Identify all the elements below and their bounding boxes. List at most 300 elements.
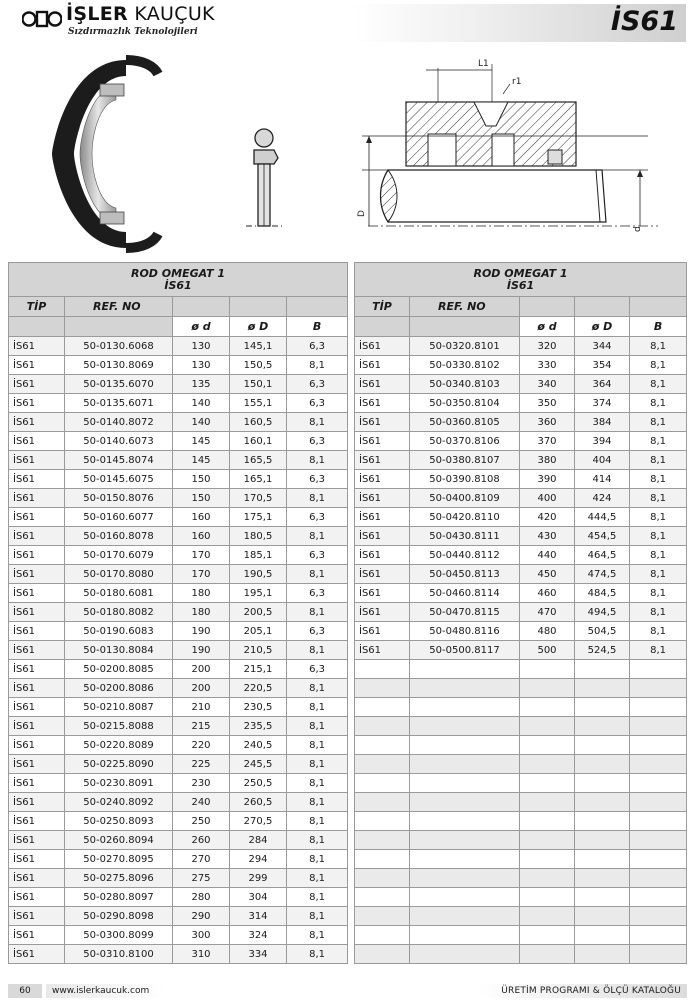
cell-outer-diameter: 404 (575, 451, 630, 470)
cell-tip: İS61 (9, 679, 65, 698)
cell-width: 6,3 (287, 584, 348, 603)
empty-table-row (355, 736, 687, 755)
empty-cell (355, 945, 410, 964)
empty-table-row (355, 888, 687, 907)
empty-cell (410, 793, 520, 812)
page-header (0, 0, 695, 50)
empty-cell (410, 831, 520, 850)
cell-tip: İS61 (9, 565, 65, 584)
cell-outer-diameter: 424 (575, 489, 630, 508)
table-row (9, 337, 348, 356)
cell-tip: İS61 (9, 546, 65, 565)
column-header-inner-diameter: ø d (520, 317, 575, 337)
cell-tip: İS61 (355, 489, 410, 508)
table-row (9, 470, 348, 489)
cell-outer-diameter: 175,1 (230, 508, 287, 527)
table-row (355, 641, 687, 660)
cell-inner-diameter: 240 (173, 793, 230, 812)
empty-cell (355, 812, 410, 831)
empty-cell (575, 850, 630, 869)
empty-table-row (355, 907, 687, 926)
column-header-outer-diameter: ø D (575, 317, 630, 337)
table-row (9, 774, 348, 793)
empty-table-row (355, 850, 687, 869)
cell-outer-diameter: 344 (575, 337, 630, 356)
cell-width: 8,1 (630, 508, 687, 527)
empty-cell (410, 888, 520, 907)
cell-tip: İS61 (9, 774, 65, 793)
empty-cell (575, 774, 630, 793)
table-row (9, 698, 348, 717)
cell-inner-diameter: 480 (520, 622, 575, 641)
cell-ref-no: 50-0350.8104 (410, 394, 520, 413)
cell-outer-diameter: 384 (575, 413, 630, 432)
column-header-spacer (575, 297, 630, 317)
table-row (9, 622, 348, 641)
cell-tip: İS61 (9, 869, 65, 888)
cell-tip: İS61 (9, 736, 65, 755)
cell-inner-diameter: 440 (520, 546, 575, 565)
cell-inner-diameter: 330 (520, 356, 575, 375)
page-number: 60 (8, 984, 42, 998)
cell-ref-no: 50-0130.6068 (65, 337, 173, 356)
cell-outer-diameter: 200,5 (230, 603, 287, 622)
cell-tip: İS61 (9, 755, 65, 774)
cell-width: 8,1 (630, 432, 687, 451)
column-header-tip: TİP (355, 297, 410, 317)
product-code-title: İS61 (610, 6, 678, 37)
cell-width: 8,1 (630, 394, 687, 413)
empty-cell (575, 717, 630, 736)
cell-width: 8,1 (287, 451, 348, 470)
cell-width: 6,3 (287, 337, 348, 356)
cell-tip: İS61 (9, 622, 65, 641)
cell-inner-diameter: 370 (520, 432, 575, 451)
cell-inner-diameter: 470 (520, 603, 575, 622)
page-footer (0, 984, 695, 1000)
empty-cell (520, 755, 575, 774)
empty-cell (520, 660, 575, 679)
table-row (9, 451, 348, 470)
table-row (9, 527, 348, 546)
cell-tip: İS61 (9, 584, 65, 603)
table-row (9, 926, 348, 945)
empty-cell (520, 926, 575, 945)
cell-inner-diameter: 190 (173, 622, 230, 641)
cell-outer-diameter: 165,1 (230, 470, 287, 489)
cell-tip: İS61 (355, 527, 410, 546)
empty-cell (355, 831, 410, 850)
cell-inner-diameter: 350 (520, 394, 575, 413)
cell-ref-no: 50-0145.8074 (65, 451, 173, 470)
empty-cell (355, 907, 410, 926)
cell-outer-diameter: 215,1 (230, 660, 287, 679)
empty-cell (630, 736, 687, 755)
cell-ref-no: 50-0130.8069 (65, 356, 173, 375)
cell-inner-diameter: 200 (173, 660, 230, 679)
table-row (9, 907, 348, 926)
empty-cell (410, 774, 520, 793)
empty-cell (575, 812, 630, 831)
cell-tip: İS61 (355, 432, 410, 451)
cell-width: 8,1 (287, 812, 348, 831)
seal-cross-section (246, 129, 284, 226)
cell-outer-diameter: 284 (230, 831, 287, 850)
cell-outer-diameter: 220,5 (230, 679, 287, 698)
empty-cell (575, 698, 630, 717)
cell-width: 8,1 (287, 774, 348, 793)
empty-cell (520, 850, 575, 869)
empty-cell (520, 793, 575, 812)
cell-inner-diameter: 400 (520, 489, 575, 508)
cell-width: 6,3 (287, 470, 348, 489)
table-row (9, 850, 348, 869)
empty-cell (575, 679, 630, 698)
empty-cell (355, 869, 410, 888)
empty-cell (520, 831, 575, 850)
table-row (9, 793, 348, 812)
size-table-right (354, 262, 687, 964)
empty-table-row (355, 717, 687, 736)
cell-ref-no: 50-0225.8090 (65, 755, 173, 774)
cell-width: 6,3 (287, 660, 348, 679)
cell-ref-no: 50-0450.8113 (410, 565, 520, 584)
empty-cell (630, 660, 687, 679)
cell-ref-no: 50-0240.8092 (65, 793, 173, 812)
cell-width: 8,1 (287, 945, 348, 964)
cell-width: 6,3 (287, 394, 348, 413)
empty-table-row (355, 869, 687, 888)
cell-ref-no: 50-0420.8110 (410, 508, 520, 527)
empty-table-row (355, 660, 687, 679)
empty-cell (520, 812, 575, 831)
cell-inner-diameter: 160 (173, 508, 230, 527)
cell-inner-diameter: 140 (173, 394, 230, 413)
table-row (9, 489, 348, 508)
column-header-tip: TİP (9, 297, 65, 317)
table-title: ROD OMEGAT 1 İS61 (355, 263, 687, 297)
cell-width: 8,1 (287, 489, 348, 508)
empty-cell (410, 755, 520, 774)
empty-table-row (355, 774, 687, 793)
cell-inner-diameter: 500 (520, 641, 575, 660)
table-row (9, 508, 348, 527)
cell-inner-diameter: 280 (173, 888, 230, 907)
empty-cell (520, 679, 575, 698)
table-row (9, 812, 348, 831)
empty-cell (520, 907, 575, 926)
cell-ref-no: 50-0310.8100 (65, 945, 173, 964)
empty-cell (520, 774, 575, 793)
cell-width: 8,1 (287, 413, 348, 432)
empty-cell (630, 679, 687, 698)
column-header-blank (65, 317, 173, 337)
cell-width: 8,1 (630, 413, 687, 432)
cell-tip: İS61 (9, 337, 65, 356)
cell-tip: İS61 (355, 394, 410, 413)
technical-drawing (8, 46, 686, 258)
cell-inner-diameter: 150 (173, 470, 230, 489)
cell-outer-diameter: 474,5 (575, 565, 630, 584)
cell-inner-diameter: 145 (173, 432, 230, 451)
cell-outer-diameter: 160,1 (230, 432, 287, 451)
table-row (355, 584, 687, 603)
empty-table-row (355, 831, 687, 850)
cell-outer-diameter: 314 (230, 907, 287, 926)
cell-width: 8,1 (630, 451, 687, 470)
column-header-width: B (630, 317, 687, 337)
cell-width: 8,1 (630, 641, 687, 660)
column-header-spacer (287, 297, 348, 317)
cell-ref-no: 50-0200.8086 (65, 679, 173, 698)
cell-width: 8,1 (287, 831, 348, 850)
empty-cell (630, 755, 687, 774)
cell-width: 8,1 (287, 698, 348, 717)
cell-ref-no: 50-0170.6079 (65, 546, 173, 565)
cell-width: 8,1 (287, 679, 348, 698)
empty-cell (410, 660, 520, 679)
cell-ref-no: 50-0300.8099 (65, 926, 173, 945)
cell-inner-diameter: 250 (173, 812, 230, 831)
cell-outer-diameter: 299 (230, 869, 287, 888)
cell-outer-diameter: 324 (230, 926, 287, 945)
cell-inner-diameter: 320 (520, 337, 575, 356)
table-row (9, 869, 348, 888)
empty-table-row (355, 812, 687, 831)
empty-table-row (355, 698, 687, 717)
cell-width: 8,1 (287, 755, 348, 774)
cell-width: 8,1 (630, 337, 687, 356)
cell-tip: İS61 (355, 603, 410, 622)
cell-inner-diameter: 150 (173, 489, 230, 508)
empty-cell (355, 755, 410, 774)
cell-tip: İS61 (9, 793, 65, 812)
table-row (355, 546, 687, 565)
cell-outer-diameter: 454,5 (575, 527, 630, 546)
table-row (355, 603, 687, 622)
cell-inner-diameter: 430 (520, 527, 575, 546)
cell-inner-diameter: 170 (173, 546, 230, 565)
cell-outer-diameter: 145,1 (230, 337, 287, 356)
cell-tip: İS61 (355, 337, 410, 356)
empty-cell (630, 888, 687, 907)
empty-cell (630, 945, 687, 964)
cell-inner-diameter: 180 (173, 603, 230, 622)
empty-cell (630, 907, 687, 926)
cell-width: 8,1 (287, 603, 348, 622)
column-header-blank (410, 317, 520, 337)
column-header-ref: REF. NO (65, 297, 173, 317)
cell-tip: İS61 (9, 888, 65, 907)
empty-cell (630, 698, 687, 717)
table-row (355, 565, 687, 584)
cell-tip: İS61 (355, 546, 410, 565)
empty-cell (410, 679, 520, 698)
table-row (9, 546, 348, 565)
cell-inner-diameter: 130 (173, 337, 230, 356)
cell-width: 8,1 (287, 850, 348, 869)
cell-inner-diameter: 420 (520, 508, 575, 527)
cell-ref-no: 50-0170.8080 (65, 565, 173, 584)
empty-cell (575, 869, 630, 888)
installation-drawing (362, 64, 658, 226)
empty-cell (355, 793, 410, 812)
cell-outer-diameter: 245,5 (230, 755, 287, 774)
empty-cell (630, 926, 687, 945)
cell-outer-diameter: 374 (575, 394, 630, 413)
table-row (9, 679, 348, 698)
cell-outer-diameter: 170,5 (230, 489, 287, 508)
cell-ref-no: 50-0145.6075 (65, 470, 173, 489)
cell-ref-no: 50-0400.8109 (410, 489, 520, 508)
empty-cell (355, 926, 410, 945)
cell-tip: İS61 (9, 831, 65, 850)
table-title: ROD OMEGAT 1 İS61 (9, 263, 348, 297)
cell-inner-diameter: 275 (173, 869, 230, 888)
table-row (355, 489, 687, 508)
table-row (355, 470, 687, 489)
cell-outer-diameter: 205,1 (230, 622, 287, 641)
cell-outer-diameter: 150,5 (230, 356, 287, 375)
empty-cell (355, 717, 410, 736)
cell-tip: İS61 (9, 812, 65, 831)
cell-tip: İS61 (9, 527, 65, 546)
cell-ref-no: 50-0430.8111 (410, 527, 520, 546)
cell-width: 6,3 (287, 432, 348, 451)
cell-tip: İS61 (9, 470, 65, 489)
table-row (9, 641, 348, 660)
cell-tip: İS61 (355, 413, 410, 432)
table-row (9, 356, 348, 375)
cell-tip: İS61 (9, 945, 65, 964)
cell-ref-no: 50-0135.6071 (65, 394, 173, 413)
empty-cell (630, 717, 687, 736)
cell-width: 8,1 (287, 641, 348, 660)
table-row (9, 584, 348, 603)
column-header-blank (9, 317, 65, 337)
cell-tip: İS61 (355, 375, 410, 394)
cell-ref-no: 50-0200.8085 (65, 660, 173, 679)
cell-tip: İS61 (9, 413, 65, 432)
cell-ref-no: 50-0140.6073 (65, 432, 173, 451)
empty-table-row (355, 755, 687, 774)
cell-width: 6,3 (287, 622, 348, 641)
cell-ref-no: 50-0140.8072 (65, 413, 173, 432)
cell-ref-no: 50-0290.8098 (65, 907, 173, 926)
empty-table-row (355, 945, 687, 964)
cell-ref-no: 50-0210.8087 (65, 698, 173, 717)
table-row (355, 375, 687, 394)
website-link[interactable]: www.islerkaucuk.com (46, 984, 164, 998)
cell-width: 8,1 (630, 527, 687, 546)
empty-cell (630, 812, 687, 831)
cell-tip: İS61 (9, 641, 65, 660)
cell-ref-no: 50-0250.8093 (65, 812, 173, 831)
cell-outer-diameter: 394 (575, 432, 630, 451)
empty-cell (575, 926, 630, 945)
cell-ref-no: 50-0380.8107 (410, 451, 520, 470)
cell-ref-no: 50-0180.8082 (65, 603, 173, 622)
table-row (355, 413, 687, 432)
cell-width: 8,1 (287, 527, 348, 546)
empty-cell (575, 945, 630, 964)
empty-cell (520, 698, 575, 717)
cell-width: 8,1 (287, 565, 348, 584)
cell-ref-no: 50-0150.8076 (65, 489, 173, 508)
cell-inner-diameter: 460 (520, 584, 575, 603)
empty-cell (520, 869, 575, 888)
cell-inner-diameter: 215 (173, 717, 230, 736)
table-row (9, 432, 348, 451)
cell-tip: İS61 (355, 508, 410, 527)
cell-outer-diameter: 354 (575, 356, 630, 375)
cell-outer-diameter: 210,5 (230, 641, 287, 660)
empty-cell (520, 736, 575, 755)
cell-inner-diameter: 190 (173, 641, 230, 660)
table-row (9, 945, 348, 964)
cell-width: 8,1 (630, 470, 687, 489)
column-header-spacer (230, 297, 287, 317)
cell-ref-no: 50-0280.8097 (65, 888, 173, 907)
table-row (9, 603, 348, 622)
cell-tip: İS61 (9, 907, 65, 926)
empty-cell (410, 869, 520, 888)
table-row (355, 394, 687, 413)
column-header-spacer (173, 297, 230, 317)
cell-inner-diameter: 225 (173, 755, 230, 774)
empty-cell (355, 774, 410, 793)
cell-width: 6,3 (287, 375, 348, 394)
cell-ref-no: 50-0360.8105 (410, 413, 520, 432)
empty-cell (355, 888, 410, 907)
cell-tip: İS61 (355, 565, 410, 584)
empty-cell (630, 869, 687, 888)
dimension-label-L1: L1 (478, 59, 489, 69)
cell-inner-diameter: 160 (173, 527, 230, 546)
empty-cell (410, 907, 520, 926)
cell-ref-no: 50-0500.8117 (410, 641, 520, 660)
table-row (9, 413, 348, 432)
column-header-outer-diameter: ø D (230, 317, 287, 337)
cell-ref-no: 50-0460.8114 (410, 584, 520, 603)
cell-width: 8,1 (287, 888, 348, 907)
table-row (9, 375, 348, 394)
cell-ref-no: 50-0160.8078 (65, 527, 173, 546)
table-row (9, 888, 348, 907)
cell-tip: İS61 (355, 584, 410, 603)
cell-width: 8,1 (630, 565, 687, 584)
cell-inner-diameter: 340 (520, 375, 575, 394)
empty-cell (410, 736, 520, 755)
cell-width: 8,1 (287, 907, 348, 926)
cell-inner-diameter: 450 (520, 565, 575, 584)
column-header-inner-diameter: ø d (173, 317, 230, 337)
cell-width: 8,1 (287, 736, 348, 755)
cell-ref-no: 50-0135.6070 (65, 375, 173, 394)
cell-width: 6,3 (287, 546, 348, 565)
cell-tip: İS61 (355, 451, 410, 470)
empty-cell (410, 945, 520, 964)
cell-outer-diameter: 250,5 (230, 774, 287, 793)
cell-outer-diameter: 155,1 (230, 394, 287, 413)
empty-table-row (355, 926, 687, 945)
cell-ref-no: 50-0220.8089 (65, 736, 173, 755)
empty-cell (575, 660, 630, 679)
cell-ref-no: 50-0190.6083 (65, 622, 173, 641)
cell-outer-diameter: 464,5 (575, 546, 630, 565)
cell-outer-diameter: 270,5 (230, 812, 287, 831)
table-row (9, 755, 348, 774)
